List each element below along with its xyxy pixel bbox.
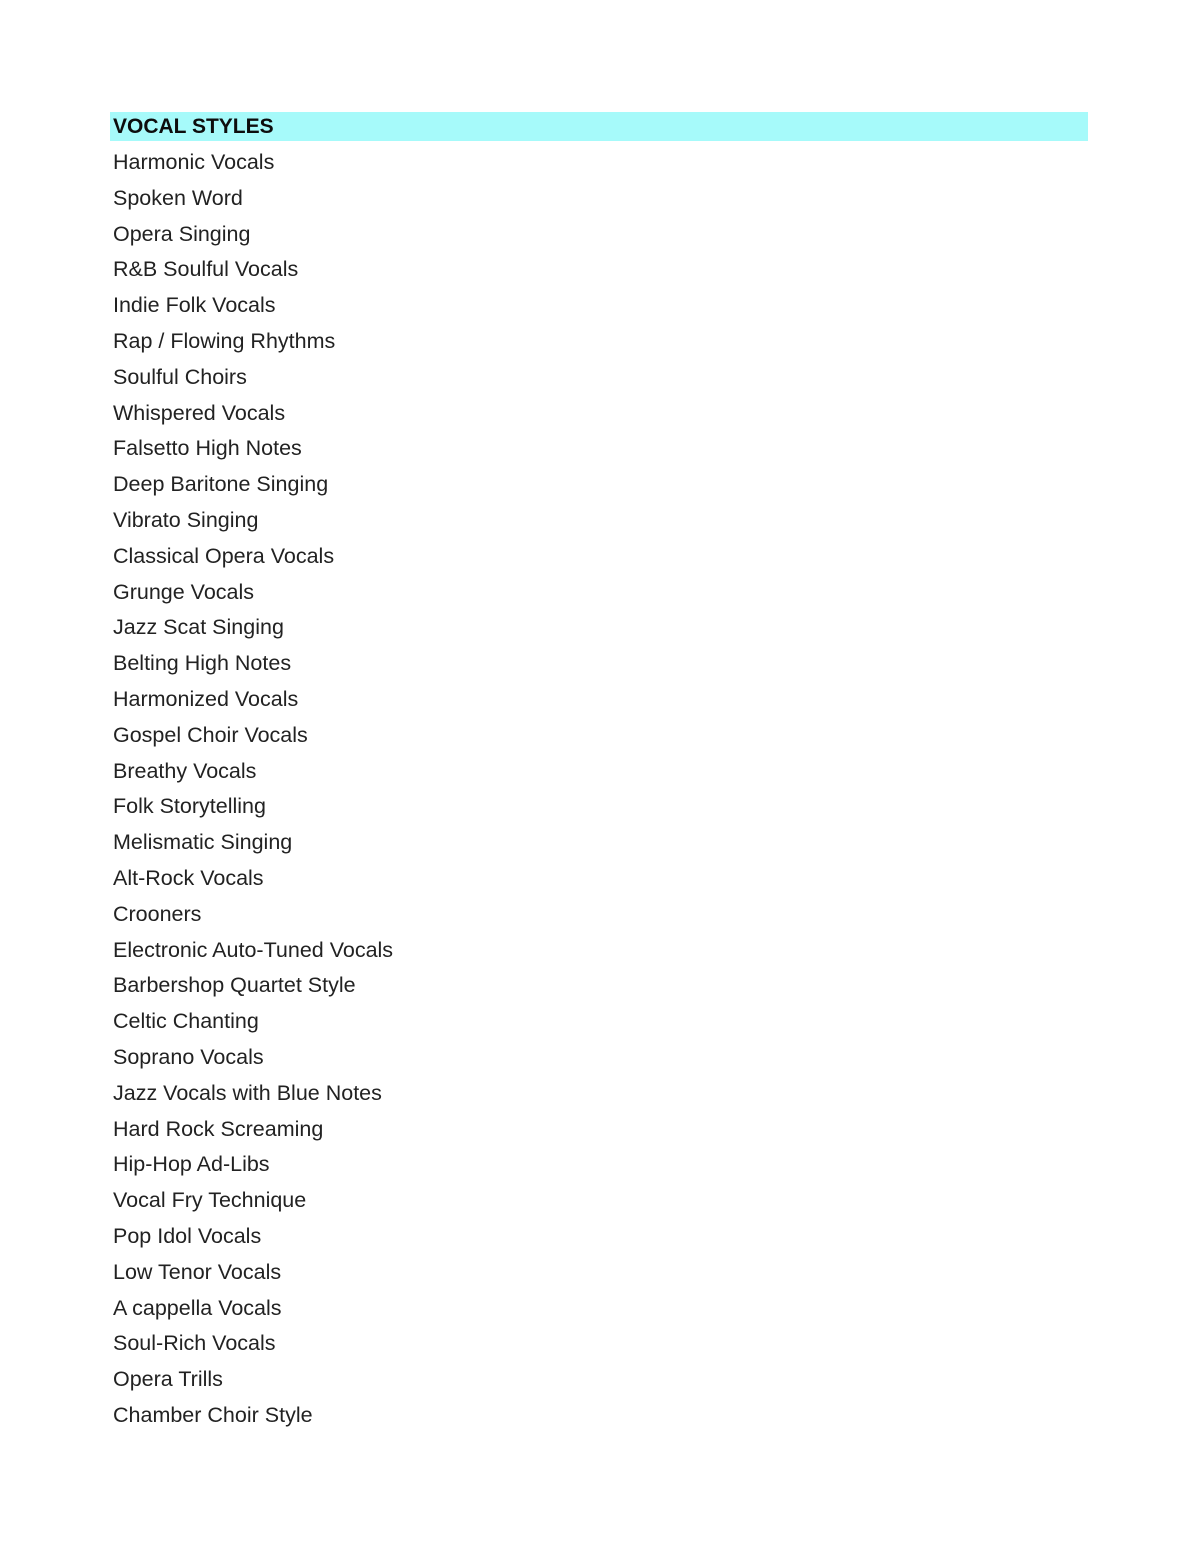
vocal-style-cell[interactable]: Chamber Choir Style bbox=[113, 1402, 313, 1427]
column-header-vocal-styles[interactable]: VOCAL STYLES bbox=[110, 112, 1088, 141]
vocal-style-cell[interactable]: Pop Idol Vocals bbox=[113, 1223, 262, 1248]
vocal-style-cell[interactable]: Rap / Flowing Rhythms bbox=[113, 328, 336, 353]
vocal-styles-list bbox=[110, 141, 1088, 1430]
vocal-style-cell[interactable]: Soprano Vocals bbox=[113, 1044, 264, 1069]
vocal-style-cell[interactable]: Whispered Vocals bbox=[113, 400, 286, 425]
vocal-style-cell[interactable]: Belting High Notes bbox=[113, 651, 292, 676]
vocal-style-cell[interactable]: Opera Singing bbox=[113, 221, 251, 246]
vocal-style-cell[interactable]: Alt-Rock Vocals bbox=[113, 865, 264, 890]
vocal-style-cell[interactable]: Melismatic Singing bbox=[113, 830, 293, 855]
vocal-style-cell[interactable]: Vocal Fry Technique bbox=[113, 1188, 307, 1213]
vocal-style-cell[interactable]: Spoken Word bbox=[113, 185, 243, 210]
vocal-style-cell[interactable]: Gospel Choir Vocals bbox=[113, 722, 308, 747]
vocal-style-cell[interactable]: Hip-Hop Ad-Libs bbox=[113, 1152, 270, 1177]
vocal-style-cell[interactable]: Grunge Vocals bbox=[113, 579, 255, 604]
vocal-style-cell[interactable]: Crooners bbox=[113, 901, 202, 926]
vocal-style-cell[interactable]: Electronic Auto-Tuned Vocals bbox=[113, 937, 394, 962]
vocal-style-cell[interactable]: Celtic Chanting bbox=[113, 1009, 259, 1034]
vocal-style-cell[interactable]: Opera Trills bbox=[113, 1367, 223, 1392]
vocal-style-cell[interactable]: Low Tenor Vocals bbox=[113, 1259, 282, 1284]
vocal-style-cell[interactable]: Hard Rock Screaming bbox=[113, 1116, 324, 1141]
vocal-style-cell[interactable]: Falsetto High Notes bbox=[113, 436, 302, 461]
vocal-style-cell[interactable]: A cappella Vocals bbox=[113, 1295, 282, 1320]
vocal-style-cell[interactable]: Classical Opera Vocals bbox=[113, 543, 335, 568]
vocal-style-cell[interactable]: Breathy Vocals bbox=[113, 758, 257, 783]
spreadsheet-page bbox=[110, 112, 1088, 1430]
vocal-style-cell[interactable]: Harmonized Vocals bbox=[113, 686, 299, 711]
vocal-style-cell[interactable]: Indie Folk Vocals bbox=[113, 293, 276, 318]
vocal-style-cell[interactable]: Vibrato Singing bbox=[113, 507, 259, 532]
vocal-style-cell[interactable]: Jazz Vocals with Blue Notes bbox=[113, 1080, 382, 1105]
vocal-style-cell[interactable]: Soul-Rich Vocals bbox=[113, 1331, 276, 1356]
vocal-style-cell[interactable]: Jazz Scat Singing bbox=[113, 615, 284, 640]
vocal-style-cell[interactable]: Deep Baritone Singing bbox=[113, 472, 329, 497]
vocal-style-cell[interactable]: Folk Storytelling bbox=[113, 794, 266, 819]
vocal-style-cell[interactable]: Harmonic Vocals bbox=[113, 150, 275, 174]
vocal-style-cell[interactable]: R&B Soulful Vocals bbox=[113, 257, 299, 282]
vocal-style-cell[interactable]: Barbershop Quartet Style bbox=[113, 973, 356, 998]
vocal-style-cell[interactable]: Soulful Choirs bbox=[113, 364, 247, 389]
